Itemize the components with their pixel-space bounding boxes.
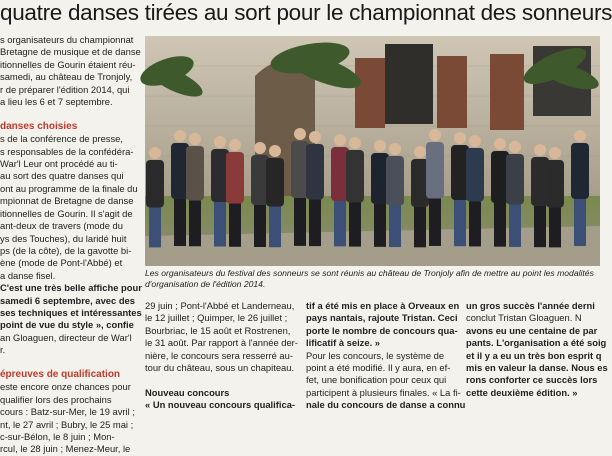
bcol1-line: porte le nombre de concours qua-: [306, 324, 458, 336]
bcol0-line: tour du château, sous un chapiteau.: [145, 362, 295, 374]
left-line: rcul, le 28 juin ; Menez-Meur, le: [0, 443, 131, 455]
left-line: ps (de la côte), de la gavotte bi-: [0, 244, 132, 256]
bcol2-line: et il y a eu un très bon esprit q: [466, 349, 602, 361]
left-line: danses choisies: [0, 120, 78, 132]
bcol2-line: pants. L'organisation a été soig: [466, 337, 607, 349]
left-line: War'l Leur ont procédé au ti-: [0, 158, 118, 170]
bcol1-line: lificatif à seize. »: [306, 337, 380, 349]
left-line: [0, 108, 142, 120]
left-line: samedi, au château de Tronjoly,: [0, 71, 133, 83]
left-line: ène (mode de Pont-l'Abbé) et: [0, 257, 123, 269]
bcol0-line: [145, 374, 290, 386]
bcol0-line: le 12 juillet ; Quimper, le 26 juillet ;: [145, 312, 288, 324]
photo-caption: [145, 268, 600, 290]
bcol2-line: avons eu une centaine de par: [466, 324, 598, 336]
group-photo: [145, 36, 600, 266]
bcol0-line: le 31 août. Par rapport à l'année der-: [145, 337, 298, 349]
bcol1-line: pays nantais, rajoute Tristan. Ceci: [306, 312, 458, 324]
bcol2-line: cette deuxième édition. »: [466, 386, 578, 398]
left-line: samedi 6 septembre, avec des: [0, 294, 135, 306]
left-line: ses techniques et intéressantes: [0, 306, 142, 318]
left-line: épreuves de qualification: [0, 368, 121, 380]
bcol2-line: mis en valeur la danse. Nous es: [466, 362, 608, 374]
left-line: au sort des quatre danses qui: [0, 170, 124, 182]
left-line: ont au programme de la finale du: [0, 182, 138, 194]
left-line: s organisateurs du championnat: [0, 34, 134, 45]
left-line: point de vue du style », confie: [0, 319, 134, 331]
left-line: este encore onze chances pour: [0, 381, 131, 393]
left-line: s responsables de la confédéra-: [0, 145, 134, 157]
bcol2-line: conclut Tristan Gloaguen. N: [466, 312, 582, 324]
bcol1-line: tif a été mis en place à Orveaux en: [306, 300, 460, 311]
left-line: an Gloaguen, directeur de War'l: [0, 331, 132, 343]
left-line: nt, le 27 avril ; Bubry, le 25 mai ;: [0, 418, 134, 430]
bcol1-line: Pour les concours, le système de: [306, 349, 445, 361]
bottom-text-column-2: [306, 300, 466, 411]
caption-line-2: d'organisation de l'édition 2014.: [145, 279, 266, 289]
left-line: ant-deux de travers (mode du: [0, 220, 123, 232]
bcol0-line: 29 juin ; Pont-l'Abbé et Landerneau,: [145, 300, 295, 311]
left-line: mpionnat de Bretagne de danse: [0, 195, 134, 207]
left-line: a danse fisel.: [0, 269, 56, 281]
left-line: r de préparer l'édition 2014, qui: [0, 83, 130, 95]
left-line: cours : Batz-sur-Mer, le 19 avril ;: [0, 406, 135, 418]
bcol0-line: Bourbriac, le 15 août et Rostrenen,: [145, 324, 291, 336]
left-line: r.: [0, 344, 6, 356]
left-line: [0, 357, 142, 369]
bcol0-line: « Un nouveau concours qualifica-: [145, 399, 296, 411]
left-text-column: [0, 34, 142, 455]
group-photo-illustration: [145, 36, 600, 266]
caption-line-1: Les organisateurs du festival des sonneurs se sont réunis au château de Tronjoly afin de mettre au point les modalités: [145, 268, 594, 278]
bcol0-line: nière, le concours sera resserré au-: [145, 349, 293, 361]
left-line: itionnelles de Gourin. Il s'agit de: [0, 207, 133, 219]
bcol1-line: nale du concours de danse a connu: [306, 399, 466, 411]
left-line: c-sur-Bélon, le 8 juin ; Mon-: [0, 431, 115, 442]
left-line: a lieu les 6 et 7 septembre.: [0, 96, 113, 108]
left-line: itionnelles de Gourin étaient réu-: [0, 58, 136, 70]
bcol1-line: participent à plusieurs finales. « La fi-: [306, 386, 461, 398]
left-line: s de la conférence de presse,: [0, 133, 123, 145]
bottom-text-column-3: [466, 300, 608, 400]
article-headline: quatre danses tirées au sort pour le championnat des sonneurs: [0, 0, 612, 25]
bcol0-line: Nouveau concours: [145, 386, 230, 398]
left-line: ys des Touches), du laridé huit: [0, 232, 127, 244]
bcol2-line: rons conforter ce succès lors: [466, 374, 598, 386]
bcol1-line: fet, une bonification pour ceux qui: [306, 374, 447, 386]
left-line: qualifier lors des prochains: [0, 393, 112, 405]
left-line: Bretagne de musique et de danse: [0, 46, 141, 58]
bottom-text-column-1: [145, 300, 298, 411]
left-line: C'est une très belle affiche pour: [0, 282, 142, 294]
bcol2-line: un gros succès l'année derni: [466, 300, 595, 311]
bcol1-line: point a été modifié. Il y aura, en ef-: [306, 362, 451, 374]
